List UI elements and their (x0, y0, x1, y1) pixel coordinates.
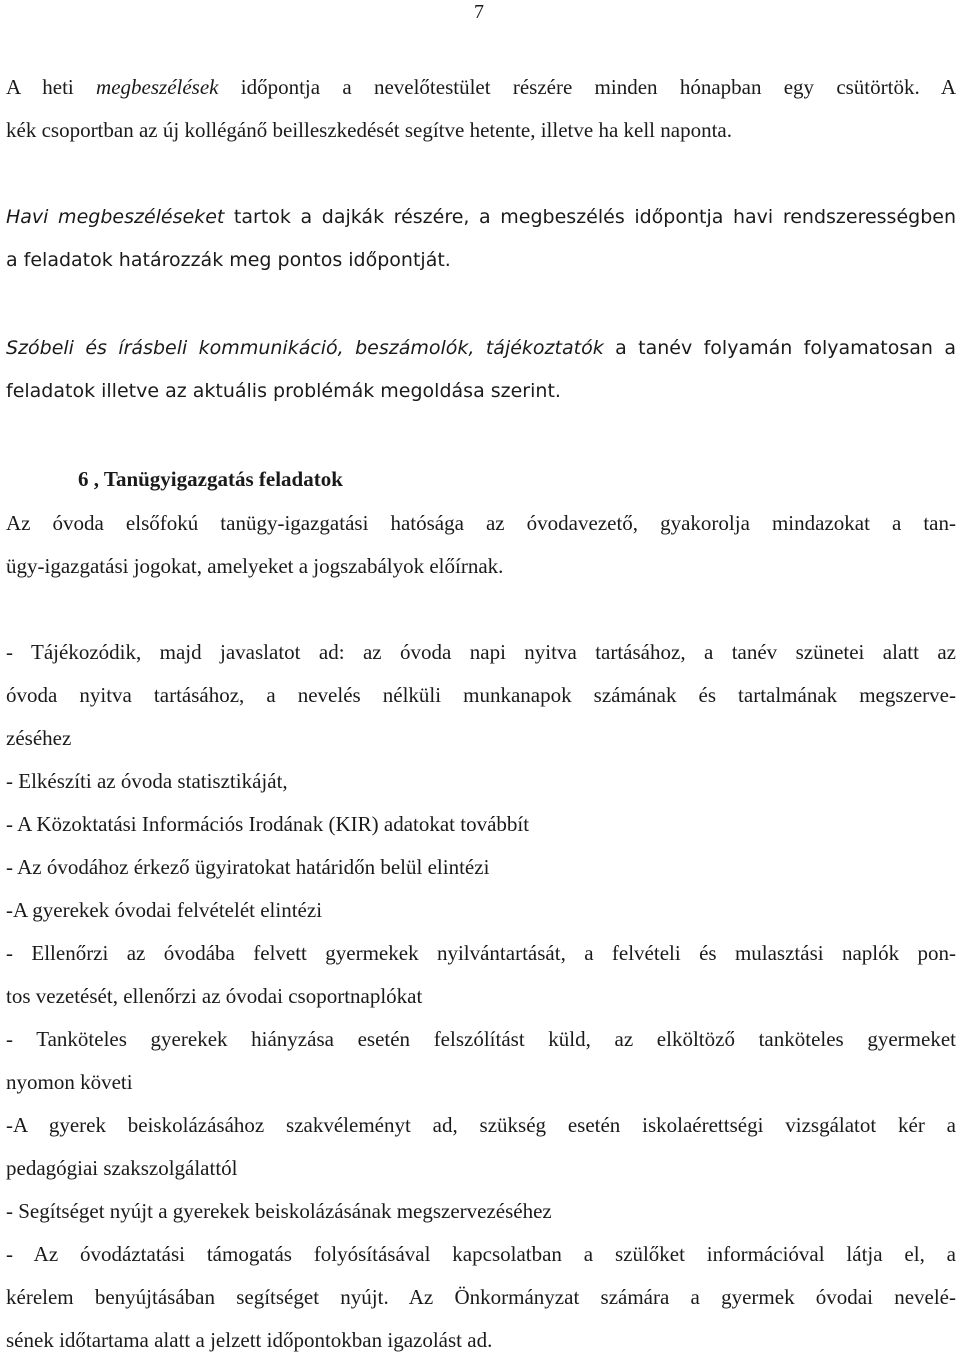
emphasis-communication: Szóbeli és írásbeli kommunikáció, beszámolók, tájékoztatók (6, 337, 604, 359)
page-number: 7 (474, 1, 484, 23)
paragraph-line: ügy-igazgatási jogokat, amelyeket a jogszabályok előírnak. (6, 554, 504, 578)
list-item: - A Közoktatási Információs Irodának (KIR) adatokat továbbít (6, 812, 530, 836)
list-item: - Ellenőrzi az óvodába felvett gyermekek nyilvántartását, a felvételi és mulasztási naplók pon- tos vezetését, ellenőrzi az óvodai csoportnaplókat (6, 941, 956, 1008)
list-item: - Az óvodához érkező ügyiratokat határidőn belül elintézi (6, 855, 490, 879)
paragraph-weekly-meetings (6, 66, 956, 152)
paragraph-authority (6, 502, 956, 588)
paragraph-line: Havi megbeszéléseket tartok a dajkák részére, a megbeszélés időpontja havi rendszerességben (6, 206, 956, 228)
list-item: - Segítséget nyújt a gyerekek beiskolázásának megszervezéséhez (6, 1199, 552, 1223)
paragraph-line: Szóbeli és írásbeli kommunikáció, beszámolók, tájékoztatók a tanév folyamán folyamatosan a (6, 337, 956, 359)
list-item: -A gyerekek óvodai felvételét elintézi (6, 898, 323, 922)
section-heading: 6 , Tanügyigazgatás feladatok (78, 467, 343, 491)
paragraph-line: kék csoportban az új kollégánő beilleszkedését segítve hetente, illetve ha kell naponta. (6, 118, 732, 142)
list-item: - Tájékozódik, majd javaslatot ad: az óvoda napi nyitva tartásához, a tanév szünetei alatt az óvoda nyitva tartásához, a nevelés nélküli munkanapok számának és tartalmának megszerve- zéséhez (6, 640, 956, 750)
paragraph-line: a feladatok határozzák meg pontos időpontját. (6, 249, 451, 271)
emphasis-monthly: Havi megbeszéléseket (6, 206, 225, 228)
task-list (6, 631, 956, 1362)
paragraph-line: A heti megbeszélések időpontja a nevelőtestület részére minden hónapban egy csütörtök. A (6, 75, 956, 99)
paragraph-line: Az óvoda elsőfokú tanügy-igazgatási hatósága az óvodavezető, gyakorolja mindazokat a tan- (6, 511, 956, 535)
emphasis-meetings: megbeszélések (96, 75, 219, 99)
list-item: - Elkészíti az óvoda statisztikáját, (6, 769, 288, 793)
paragraph-line: feladatok illetve az aktuális problémák megoldása szerint. (6, 380, 561, 402)
list-item: - Tanköteles gyerekek hiányzása esetén felszólítást küld, az elköltöző tanköteles gyermeket nyomon követi (6, 1027, 956, 1094)
paragraph-monthly-meetings (6, 196, 956, 282)
paragraph-communication (6, 327, 956, 413)
list-item: -A gyerek beiskolázásához szakvéleményt ad, szükség esetén iskolaérettségi vizsgálatot kér a pedagógiai szakszolgálattól (6, 1113, 956, 1180)
list-item: - Az óvodáztatási támogatás folyósításával kapcsolatban a szülőket információval látja el, a kérelem benyújtásában segítséget nyújt. Az Önkormányzat számára a gyermek óvodai nevelé- sének időtartama alatt a jelzett időpontokban igazolást ad. (6, 1242, 956, 1352)
